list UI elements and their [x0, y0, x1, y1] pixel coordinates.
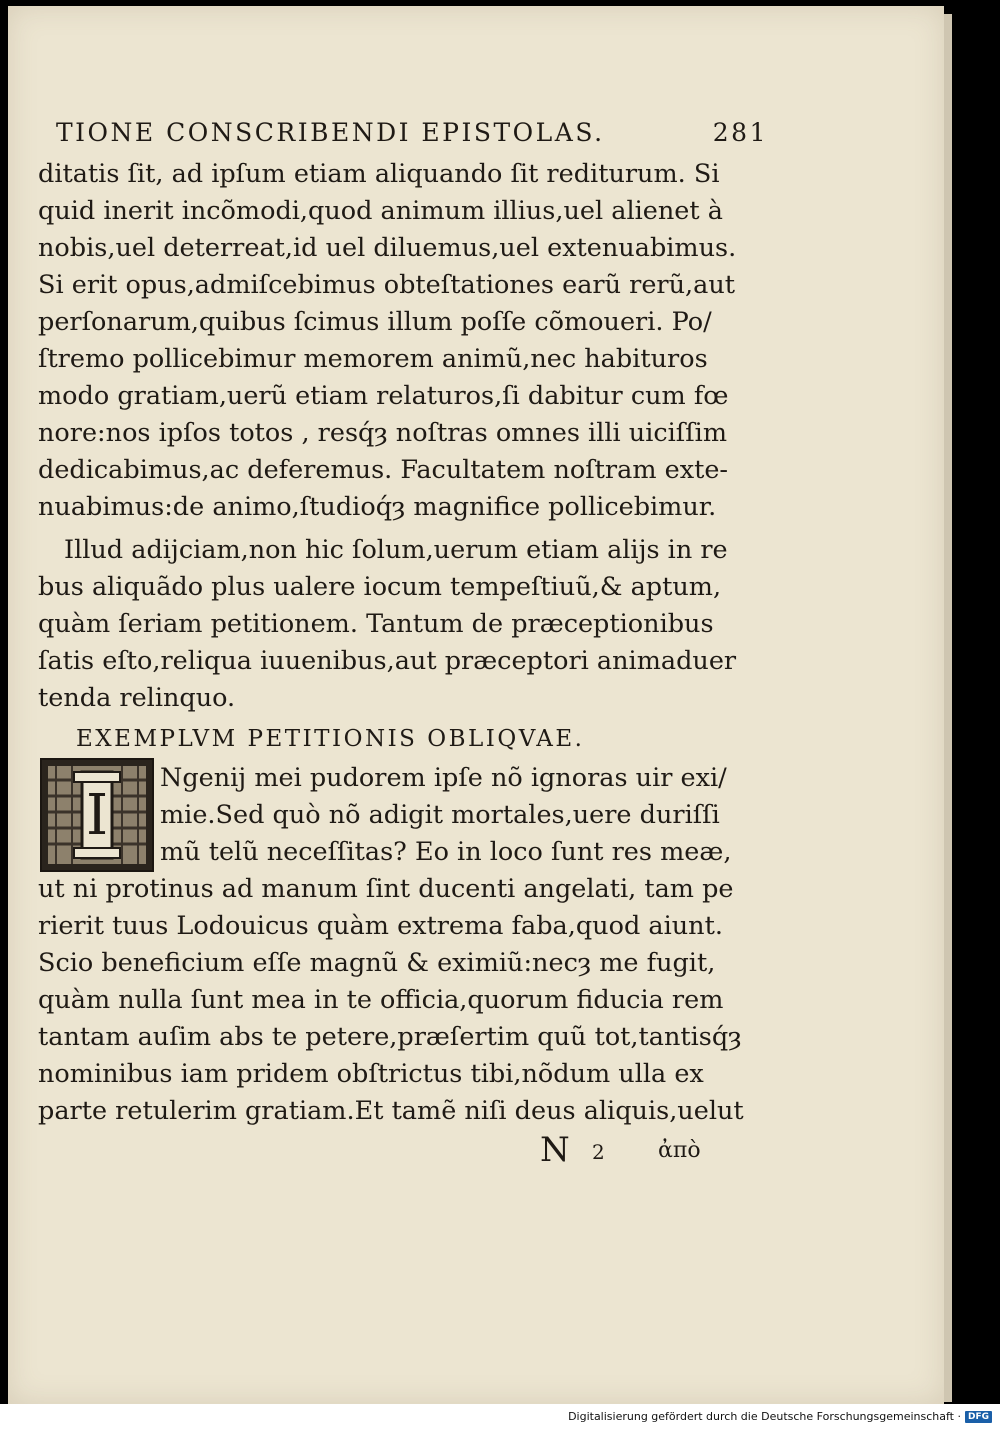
letter-lines-beside-initial	[160, 760, 740, 871]
text-line: ſatis eſto,reliqua iuuenibus,aut præceptori animaduer	[38, 646, 737, 676]
paragraph-2	[38, 532, 738, 717]
page-edge	[944, 14, 952, 1402]
text-line: parte retulerim gratiam.Et tamẽ niſi deus aliquis,uelut	[38, 1096, 744, 1126]
section-heading: EXEMPLVM PETITIONIS OBLIQVAE.	[76, 726, 585, 752]
text-line: nuabimus:de animo,ſtudioq́ȝ magnifice pollicebimur.	[38, 492, 717, 522]
footer-bar	[0, 1404, 1000, 1433]
footer-credit	[568, 1410, 992, 1423]
text-line: ut ni protinus ad manum ſint ducenti angelati, tam pe	[38, 874, 734, 904]
text-line: ſtremo pollicebimur memorem animũ,nec habituros	[38, 344, 708, 374]
text-line: Si erit opus,admiſcebimus obteſtationes earũ rerũ,aut	[38, 270, 736, 300]
text-line: nore:nos ipſos totos , resq́ȝ noſtras omnes illi uiciſſim	[38, 418, 728, 448]
signature-number: 2	[592, 1140, 605, 1164]
text-line: nominibus iam pridem obſtrictus tibi,nõdum ulla ex	[38, 1059, 704, 1089]
text-line: bus aliquãdo plus ualere iocum tempeſtiuũ,& aptum,	[38, 572, 722, 602]
text-line: mie.Sed quò nõ adigit mortales,uere duriſſi	[160, 800, 720, 830]
folio-number: 281	[712, 118, 768, 147]
text-line: modo gratiam,uerũ etiam relaturos,ſi dabitur cum fœ	[38, 381, 729, 411]
letter-body	[38, 871, 744, 1130]
text-line: ditatis ſit, ad ipſum etiam aliquando ſit rediturum. Si	[38, 159, 720, 189]
text-line: dedicabimus,ac deferemus. Facultatem noſtram exte-	[38, 455, 729, 485]
running-head-title: TIONE CONSCRIBENDI EPISTOLAS.	[56, 118, 605, 147]
text-line: Ngenij mei pudorem ipſe nõ ignoras uir exi/	[160, 763, 727, 793]
text-line: Illud adijciam,non hic ſolum,uerum etiam alijs in re	[64, 535, 728, 565]
svg-text:I: I	[85, 783, 109, 848]
paragraph-1	[38, 156, 738, 526]
text-line: quid inerit incõmodi,quod animum illius,uel alienet à	[38, 196, 723, 226]
decorated-initial-i	[40, 758, 154, 872]
catchword: ἀπὸ	[658, 1138, 701, 1163]
text-line: tantam auſim abs te petere,præſertim quũ tot,tantisq́ȝ	[38, 1022, 742, 1052]
text-line: quàm ſeriam petitionem. Tantum de præceptionibus	[38, 609, 714, 639]
text-line: mũ telũ neceſſitas? Eo in loco ſunt res meæ,	[160, 837, 732, 867]
signature-mark: N	[540, 1130, 570, 1170]
text-line: rierit tuus Lodouicus quàm extrema faba,quod aiunt.	[38, 911, 723, 941]
woodcut-initial-icon	[42, 760, 152, 870]
credit-text: Digitalisierung gefördert durch die Deutsche Forschungsgemeinschaft ·	[568, 1410, 961, 1423]
text-line: nobis,uel deterreat,id uel diluemus,uel extenuabimus.	[38, 233, 737, 263]
text-line: tenda relinquo.	[38, 683, 236, 713]
text-line: quàm nulla ſunt mea in te officia,quorum fiducia rem	[38, 985, 724, 1015]
signature-line	[540, 1130, 740, 1170]
dfg-logo-icon: DFG	[965, 1411, 992, 1423]
text-line: Scio beneficium eſſe magnũ & eximiũ:necȝ me fugit,	[38, 948, 716, 978]
text-line: perſonarum,quibus ſcimus illum poſſe cõmoueri. Po/	[38, 307, 712, 337]
running-head	[56, 118, 768, 150]
